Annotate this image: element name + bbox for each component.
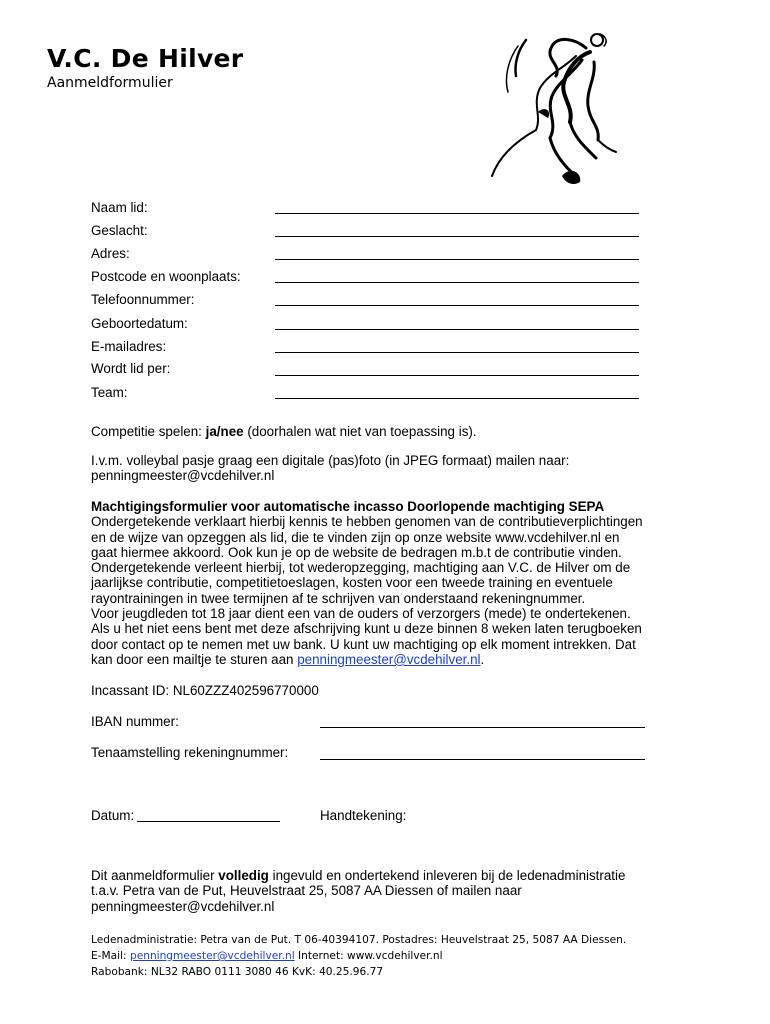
datum-line[interactable] bbox=[137, 821, 280, 822]
field-line-postcode[interactable] bbox=[275, 282, 639, 283]
field-label-team: Team: bbox=[91, 385, 128, 400]
field-label-postcode: Postcode en woonplaats: bbox=[91, 269, 241, 284]
closing-bold: volledig bbox=[218, 868, 269, 883]
sepa-last-line bbox=[91, 652, 691, 667]
field-label-geslacht: Geslacht: bbox=[91, 223, 148, 238]
closing-note bbox=[91, 868, 691, 914]
field-line-lid-per[interactable] bbox=[275, 375, 639, 376]
photo-note-line1: I.v.m. volleybal pasje graag een digitale (pas)foto (in JPEG formaat) mailen naar: bbox=[91, 453, 570, 468]
closing-line2: t.a.v. Petra van de Put, Heuvelstraat 25, 5087 AA Diessen of mailen naar bbox=[91, 883, 522, 899]
form-subtitle: Aanmeldformulier bbox=[47, 75, 173, 91]
closing-line3: penningmeester@vcdehilver.nl bbox=[91, 898, 275, 914]
handtekening-label: Handtekening: bbox=[320, 808, 407, 823]
field-label-naam: Naam lid: bbox=[91, 200, 148, 215]
sepa-line: Als u het niet eens bent met deze afschrijving kunt u deze binnen 8 weken laten terugboeken bbox=[91, 621, 642, 637]
competitie-suffix: (doorhalen wat niet van toepassing is). bbox=[243, 424, 477, 439]
closing-line1 bbox=[91, 868, 691, 883]
closing-suffix: ingevuld en ondertekend inleveren bij de ledenadministratie bbox=[268, 868, 626, 883]
field-line-team[interactable] bbox=[275, 398, 639, 399]
sepa-line: en de wijze van opzeggen als lid, die te vinden zijn op onze website www.vcdehilver.nl en bbox=[91, 529, 620, 545]
field-line-adres[interactable] bbox=[275, 259, 639, 260]
field-line-geboortedatum[interactable] bbox=[275, 329, 639, 330]
sepa-heading: Machtigingsformulier voor automatische incasso Doorlopende machtiging SEPA bbox=[91, 499, 605, 514]
footer bbox=[91, 932, 626, 980]
footer-bank-line: Rabobank: NL32 RABO 0111 3080 46 KvK: 40.25.96.77 bbox=[91, 966, 384, 978]
photo-note bbox=[91, 453, 691, 484]
field-label-adres: Adres: bbox=[91, 246, 130, 261]
sepa-line: rayontrainingen in twee termijnen af te schrijven van onderstaand rekeningnummer. bbox=[91, 590, 586, 606]
closing-prefix: Dit aanmeldformulier bbox=[91, 868, 219, 883]
sepa-line: jaarlijkse contributie, competitietoeslagen, kosten voor een tweede training en eventuele bbox=[91, 575, 613, 591]
sepa-last-suffix: . bbox=[480, 651, 485, 667]
sepa-line: Voor jeugdleden tot 18 jaar dient een van de ouders of verzorgers (mede) te ondertekenen. bbox=[91, 606, 631, 622]
penningmeester-email-link[interactable]: penningmeester@vcdehilver.nl bbox=[297, 651, 481, 667]
footer-internet: Internet: www.vcdehilver.nl bbox=[294, 950, 443, 962]
tenaam-line[interactable] bbox=[320, 759, 645, 760]
footer-contact-line bbox=[91, 948, 626, 964]
field-line-email[interactable] bbox=[275, 352, 639, 353]
field-label-email: E-mailadres: bbox=[91, 339, 167, 354]
sepa-last-prefix: kan door een mailtje te sturen aan bbox=[91, 651, 298, 667]
sepa-line: Ondergetekende verleent hierbij, tot wederopzegging, machtiging aan V.C. de Hilver om de bbox=[91, 560, 631, 576]
sepa-line: door contact op te nemen met uw bank. U kunt uw machtiging op elk moment intrekken. Dat bbox=[91, 636, 636, 652]
field-line-naam[interactable] bbox=[275, 213, 639, 214]
sepa-mandate bbox=[91, 499, 691, 667]
field-label-telefoon: Telefoonnummer: bbox=[91, 292, 195, 307]
footer-email-link[interactable]: penningmeester@vcdehilver.nl bbox=[129, 950, 295, 962]
competitie-prefix: Competitie spelen: bbox=[91, 424, 206, 439]
footer-admin-line: Ledenadministratie: Petra van de Put. T 06-40394107. Postadres: Heuvelstraat 25, 5087 AA Diessen. bbox=[91, 934, 627, 946]
incassant-id: Incassant ID: NL60ZZZ402596770000 bbox=[91, 683, 319, 698]
field-line-geslacht[interactable] bbox=[275, 236, 639, 237]
sepa-line: gaat hiermee akkoord. Ook kun je op de website de bedragen m.b.t de contributie vinden. bbox=[91, 544, 622, 560]
field-label-lid-per: Wordt lid per: bbox=[91, 361, 171, 376]
competitie-line bbox=[91, 424, 691, 439]
iban-line[interactable] bbox=[320, 727, 645, 728]
club-title: V.C. De Hilver bbox=[47, 44, 244, 73]
field-label-geboortedatum: Geboortedatum: bbox=[91, 316, 188, 331]
tenaam-label: Tenaamstelling rekeningnummer: bbox=[91, 745, 289, 760]
field-line-telefoon[interactable] bbox=[275, 305, 639, 306]
footer-email-label: E-Mail: bbox=[91, 950, 130, 962]
photo-note-line2: penningmeester@vcdehilver.nl bbox=[91, 468, 275, 484]
sepa-line: Ondergetekende verklaart hierbij kennis te hebben genomen van de contributieverplichtingen bbox=[91, 514, 643, 530]
volleyball-player-logo bbox=[478, 26, 618, 186]
iban-label: IBAN nummer: bbox=[91, 714, 179, 729]
competitie-choice: ja/nee bbox=[205, 424, 244, 439]
datum-label: Datum: bbox=[91, 808, 135, 823]
